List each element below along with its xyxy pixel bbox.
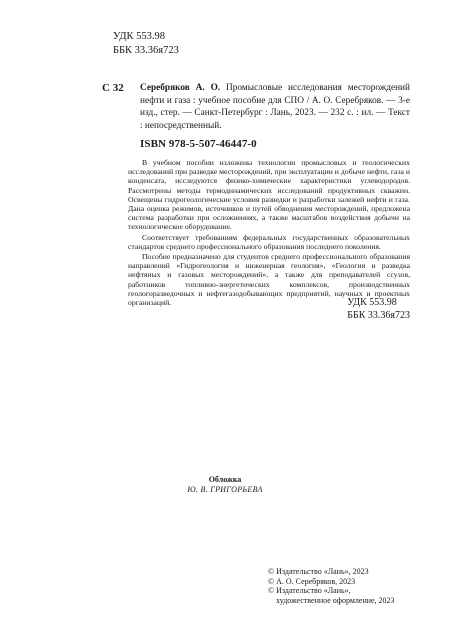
isbn: ISBN 978-5-507-46447-0 (140, 138, 257, 150)
abstract-paragraph: В учебном пособии изложены технологии промысловых и геологических исследований при разведке месторождений, при эксплуатации и добыче нефти, газа и конденсата, исследуются физико-химические характеристики углеводородов. Рассмотрены методы термодинамических исследований продуктивных скважин. Освещены гидрогеологические условия разведки и разработки залежей нефти и газа. Дана оценка режимов, источников и путей обводнения месторождений, предложена система разработки при осложнениях, а также масштабов воздействия добычи на технологическое оборудование. (128, 158, 410, 232)
author-sign: С 32 (102, 82, 124, 94)
bibliographic-description: Промысловые исследования месторождений нефти и газа : учебное пособие для СПО / А. О. Серебряков. — 3-е изд., стер. — Санкт-Петербург : Лань, 2023. — 232 с. : ил. — Текст : непосредственный. (140, 83, 411, 131)
copyright-line: © А. О. Серебряков, 2023 (268, 576, 356, 586)
cover-credit (0, 475, 450, 495)
copyright-line: художественное оформление, 2023 (276, 595, 395, 605)
abstract-paragraph: Пособие предназначено для студентов среднего профессионального образования направлений «Гидрогеология и инженерная геология», «Геология и разведка нефтяных и газовых месторождений», а также для преподавателей ссузов, работников топливно-энергетических комплексов, производственных геологоразведочных и нефтегазодобывающих предприятий, научных и проектных организаций. (128, 252, 410, 308)
bibliographic-record (140, 82, 410, 132)
copyright-block (268, 567, 395, 605)
abstract-paragraph: Соответствует требованиям федеральных государственных образовательных стандартов среднего профессионального образования последнего поколения. (128, 232, 410, 251)
bbk-code: ББК 33.36я723 (347, 309, 410, 321)
bbk-code: ББК 33.36я723 (113, 44, 179, 56)
copyright-line: © Издательство «Лань», 2023 (268, 567, 369, 576)
cover-label: Обложка (208, 475, 242, 484)
abstract (128, 158, 410, 308)
udk-code: УДК 553.98 (347, 297, 397, 308)
udk-code: УДК 553.98 (113, 31, 166, 42)
top-classification-codes (113, 30, 179, 57)
cover-artist: Ю. В. ГРИГОРЬЕВА (187, 485, 263, 494)
bottom-classification-codes (347, 297, 410, 322)
copyright-line: © Издательство «Лань», (268, 586, 351, 595)
author-name: Серебряков А. О. (140, 83, 221, 93)
